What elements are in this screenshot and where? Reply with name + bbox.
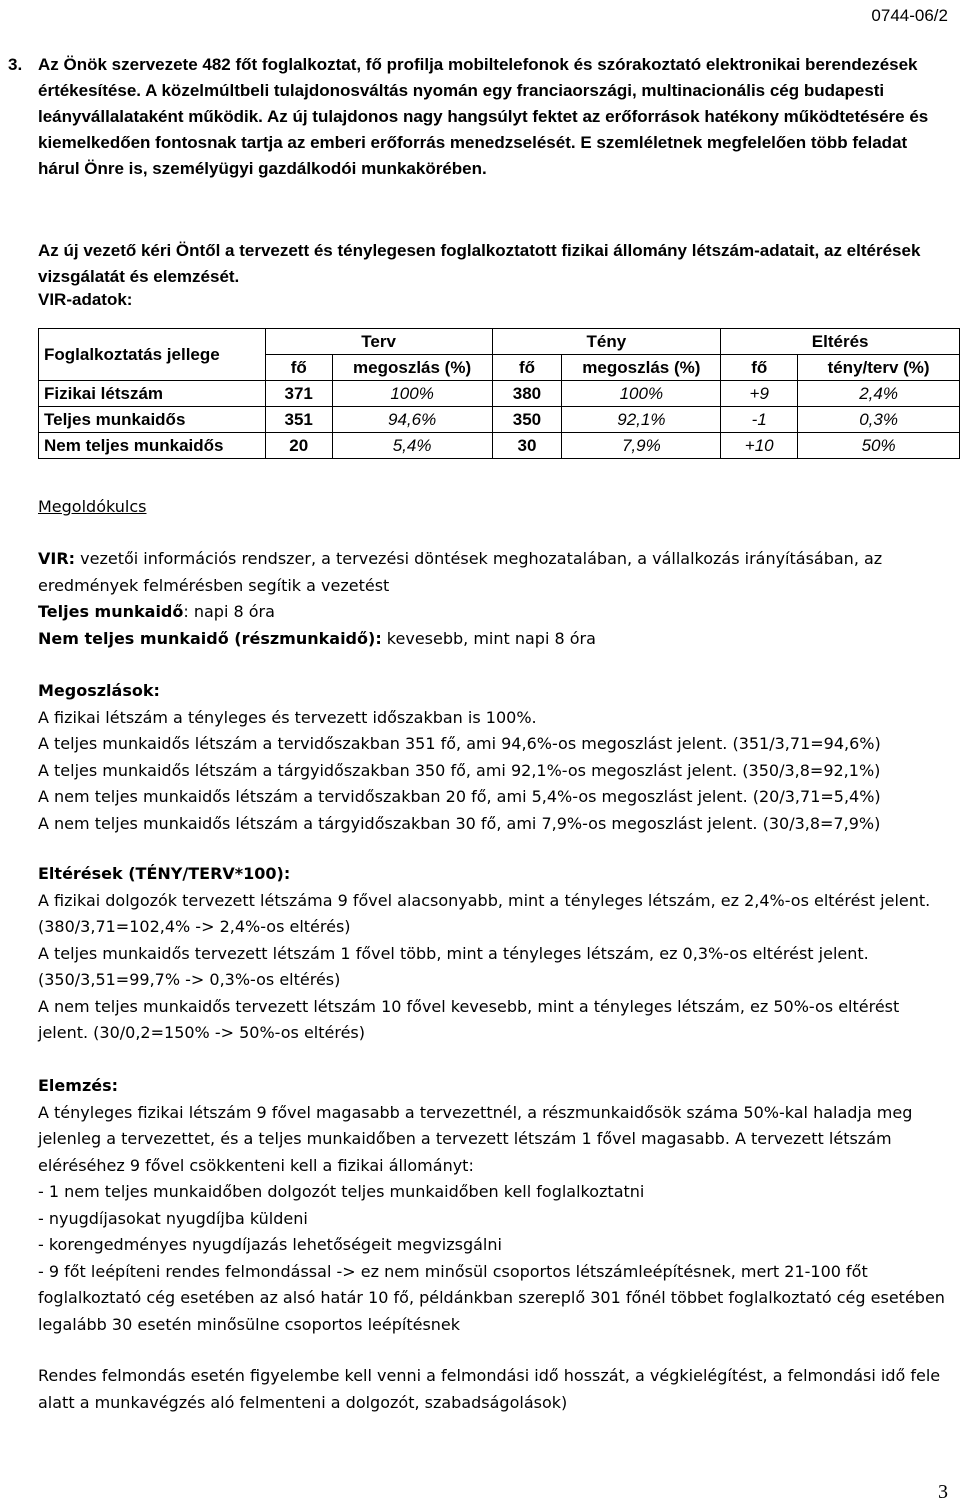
table-cell: 380 (492, 381, 562, 407)
table-cell: 351 (265, 407, 332, 433)
table-subheader: tény/terv (%) (798, 355, 960, 381)
table-cell: 100% (332, 381, 492, 407)
vir-label: VIR-adatok: (38, 290, 133, 309)
table-subheader: fő (721, 355, 798, 381)
table-subheader: fő (265, 355, 332, 381)
table-row (39, 433, 960, 459)
table-header-row (39, 329, 960, 355)
table-subheader: fő (492, 355, 562, 381)
section-heading: Megoszlások: (38, 681, 160, 700)
table-subheader: megoszlás (%) (332, 355, 492, 381)
analysis-line: - korengedményes nyugdíjazás lehetőségeit megvizsgálni (38, 1235, 502, 1254)
analysis-section (38, 1073, 953, 1338)
deviation-line: A teljes munkaidős tervezett létszám 1 fővel több, mint a tényleges létszám, ez 0,3%-os eltérést jelent. (350/3,51=99,7% -> 0,3%-os eltérés) (38, 943, 869, 989)
definition-full-time (38, 599, 953, 626)
distribution-line: A teljes munkaidős létszám a tervidőszakban 351 fő, ami 94,6%-os megoszlást jelent. (351/3,71=94,6%) (38, 734, 881, 753)
table-cell: 20 (265, 433, 332, 459)
definition-text: vezetői információs rendszer, a tervezési döntések meghozatalában, a vállalkozás irányításában, az eredmények felmérésben segítik a vezetést (38, 549, 883, 595)
definitions-block (38, 546, 953, 652)
distribution-line: A fizikai létszám a tényleges és tervezett időszakban is 100%. (38, 707, 537, 727)
table-cell: 94,6% (332, 407, 492, 433)
distribution-line: A teljes munkaidős létszám a tárgyidőszakban 350 fő, ami 92,1%-os megoszlást jelent. (350/3,8=92,1%) (38, 760, 881, 780)
table-cell: 350 (492, 407, 562, 433)
table-cell: 100% (562, 381, 721, 407)
table-cell: 371 (265, 381, 332, 407)
table-group-header: Tény (492, 329, 721, 355)
table-cell: 2,4% (798, 381, 960, 407)
table-cell: -1 (721, 407, 798, 433)
table-row-label: Fizikai létszám (39, 381, 266, 407)
definition-term: Teljes munkaidő (38, 602, 184, 621)
table-cell: 92,1% (562, 407, 721, 433)
closing-text: Rendes felmondás esetén figyelembe kell venni a felmondási idő hosszát, a végkielégítést, a felmondási idő fele alatt a munkavégzés aló felmenteni a dolgozót, szabadságolások) (38, 1366, 941, 1412)
table-cell: 0,3% (798, 407, 960, 433)
analysis-line: A tényleges fizikai létszám 9 fővel magasabb a tervezettnél, a részmunkaidősök száma 50%-kal haladja meg jelenleg a tervezettet, és a teljes munkaidőben a tervezett létszám 1 fővel magasabb. A tervezett létszám eléréséhez 9 fővel csökkenteni kell a fizikai állományt: (38, 1102, 913, 1175)
table-cell: 30 (492, 433, 562, 459)
vir-table (38, 328, 960, 459)
section-heading: Elemzés: (38, 1076, 119, 1095)
table-group-header: Eltérés (721, 329, 960, 355)
definition-term: VIR: (38, 549, 76, 568)
table-corner-header: Foglalkoztatás jellege (39, 329, 266, 381)
task-request: Az új vezető kéri Öntől a tervezett és ténylegesen foglalkoztatott fizikai állomány létszám-adatait, az eltérések vizsgálatát és elemzését. (38, 241, 921, 286)
analysis-line: - 9 főt leépíteni rendes felmondással -> ez nem minősül csoportos létszámleépítésnek, mert 21-100 főt foglalkoztató cég esetében az alsó határ 10 fő, példánkban szereplő 301 főnél többet foglalkoztató cég esetében legalább 30 esetén minősülne csoportos leépítésnek (38, 1261, 945, 1334)
table-cell: +9 (721, 381, 798, 407)
page-number: 3 (938, 1481, 948, 1503)
document-code: 0744-06/2 (871, 6, 948, 25)
solution-heading (38, 494, 953, 521)
task-question-text: Az Önök szervezete 482 főt foglalkoztat, fő profilja mobiltelefonok és szórakoztató elektronikai berendezések értékesítése. A közelmúltbeli tulajdonosváltás nyomán egy franciaországi, multinacionális cég budapesti leányvállalataként működik. Az új tulajdonos nagy hangsúlyt fektet az erőforrások hatékony működtetésére és kiemelkedően fontosnak tartja az emberi erőforrás menedzselését. E szemléletnek megfelelően több feladat hárul Önre is, személyügyi gazdálkodói munkakörében. (38, 55, 929, 178)
distribution-line: A nem teljes munkaidős létszám a tervidőszakban 20 fő, ami 5,4%-os megoszlást jelent. (20/3,71=5,4%) (38, 787, 881, 806)
table-group-header: Terv (265, 329, 492, 355)
table-cell: 5,4% (332, 433, 492, 459)
table-row (39, 381, 960, 407)
deviation-line: A fizikai dolgozók tervezett létszáma 9 fővel alacsonyabb, mint a tényleges létszám, ez 2,4%-os eltérést jelent. (380/3,71=102,4% -> 2,4%-os eltérés) (38, 890, 931, 936)
section-heading: Eltérések (TÉNY/TERV*100): (38, 864, 291, 883)
table-cell: +10 (721, 433, 798, 459)
solution-heading-text: Megoldókulcs (38, 497, 147, 516)
table-cell: 7,9% (562, 433, 721, 459)
definition-part-time (38, 626, 953, 653)
definition-term: Nem teljes munkaidő (részmunkaidő): (38, 628, 382, 648)
task-number: 3. (8, 55, 23, 74)
distribution-line: A nem teljes munkaidős létszám a tárgyidőszakban 30 fő, ami 7,9%-os megoszlást jelent. (30/3,8=7,9%) (38, 813, 881, 833)
table-cell: 50% (798, 433, 960, 459)
table-row (39, 407, 960, 433)
definition-text: kevesebb, mint napi 8 óra (381, 628, 596, 648)
table-row-label: Teljes munkaidős (39, 407, 266, 433)
table-subheader: megoszlás (%) (562, 355, 721, 381)
definition-vir (38, 546, 953, 599)
analysis-line: - 1 nem teljes munkaidőben dolgozót teljes munkaidőben kell foglalkoztatni (38, 1182, 645, 1201)
deviation-section (38, 861, 953, 1047)
analysis-line: - nyugdíjasokat nyugdíjba küldeni (38, 1208, 308, 1228)
table-row-label: Nem teljes munkaidős (39, 433, 266, 459)
definition-text: : napi 8 óra (183, 602, 275, 621)
distribution-section (38, 678, 953, 837)
deviation-line: A nem teljes munkaidős tervezett létszám 10 fővel kevesebb, mint a tényleges létszám, ez 50%-os eltérést jelent. (30/0,2=150% -> 50%-os eltérés) (38, 996, 900, 1042)
task-question (8, 52, 948, 182)
closing-paragraph (38, 1363, 953, 1416)
